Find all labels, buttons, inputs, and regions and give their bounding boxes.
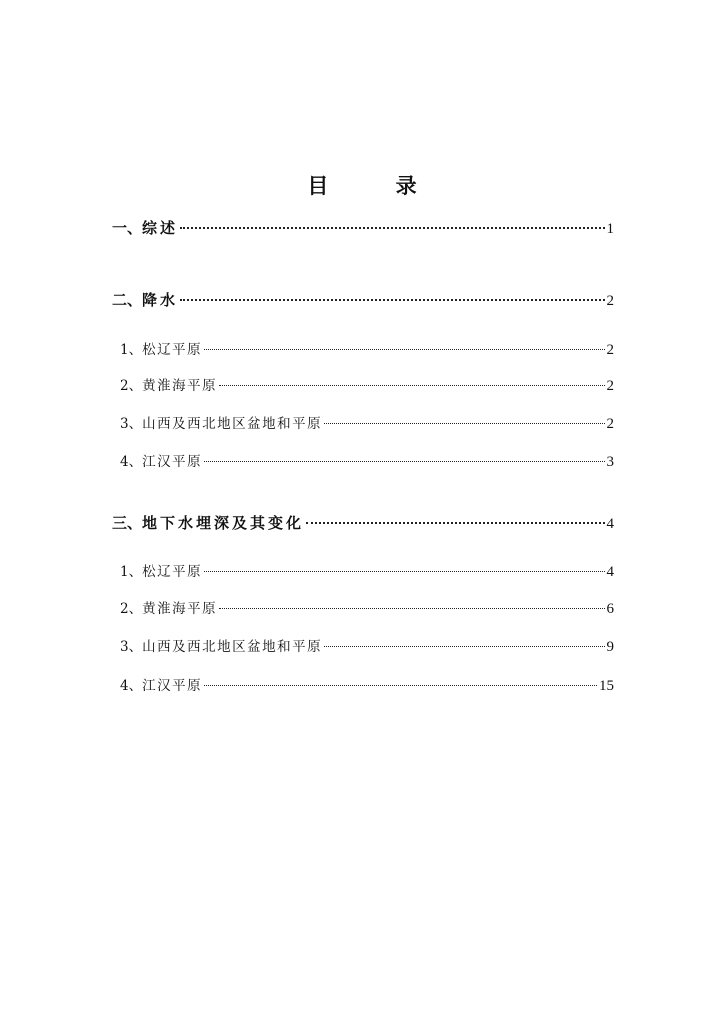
page-number: 1 bbox=[606, 221, 614, 237]
toc-entry-3-4[interactable] bbox=[120, 674, 614, 695]
toc-entry-section-2[interactable] bbox=[112, 289, 614, 310]
item-title: 松辽平原 bbox=[142, 342, 203, 358]
item-number: 2、 bbox=[120, 601, 143, 617]
toc-entry-2-3[interactable] bbox=[120, 412, 614, 433]
page-number: 2 bbox=[606, 342, 614, 358]
page-number: 9 bbox=[606, 639, 614, 655]
dot-leader bbox=[204, 571, 604, 572]
dot-leader bbox=[324, 646, 604, 647]
dot-leader bbox=[204, 349, 604, 350]
section-title: 综述 bbox=[142, 219, 179, 237]
dot-leader bbox=[180, 227, 604, 229]
dot-leader bbox=[204, 685, 597, 686]
dot-leader bbox=[324, 423, 604, 424]
item-number: 4、 bbox=[120, 454, 143, 470]
page-number: 6 bbox=[606, 601, 614, 617]
page-number: 15 bbox=[599, 678, 614, 694]
toc-entry-section-1[interactable] bbox=[112, 217, 614, 238]
toc-title: 目 录 bbox=[307, 173, 447, 198]
item-number: 1、 bbox=[120, 342, 143, 358]
toc-entry-2-2[interactable] bbox=[120, 374, 614, 395]
item-title: 山西及西北地区盆地和平原 bbox=[142, 416, 323, 432]
section-number: 二、 bbox=[112, 291, 143, 309]
item-number: 4、 bbox=[120, 678, 143, 694]
dot-leader bbox=[219, 608, 604, 609]
section-title: 地下水埋深及其变化 bbox=[142, 514, 305, 532]
page-number: 4 bbox=[606, 564, 614, 580]
item-number: 1、 bbox=[120, 564, 143, 580]
item-title: 黄淮海平原 bbox=[142, 378, 218, 394]
dot-leader bbox=[180, 299, 604, 301]
section-title: 降水 bbox=[142, 291, 179, 309]
page-number: 2 bbox=[606, 416, 614, 432]
toc-entry-2-4[interactable] bbox=[120, 450, 614, 471]
item-number: 3、 bbox=[120, 639, 143, 655]
toc-entry-3-3[interactable] bbox=[120, 635, 614, 656]
item-number: 3、 bbox=[120, 416, 143, 432]
item-title: 江汉平原 bbox=[142, 678, 203, 694]
item-number: 2、 bbox=[120, 378, 143, 394]
page-number: 4 bbox=[606, 516, 614, 532]
item-title: 山西及西北地区盆地和平原 bbox=[142, 639, 323, 655]
section-number: 三、 bbox=[112, 514, 143, 532]
toc-entry-3-1[interactable] bbox=[120, 560, 614, 581]
page-number: 2 bbox=[606, 293, 614, 309]
item-title: 江汉平原 bbox=[142, 454, 203, 470]
dot-leader bbox=[204, 461, 604, 462]
section-number: 一、 bbox=[112, 219, 143, 237]
dot-leader bbox=[306, 522, 604, 524]
toc-entry-3-2[interactable] bbox=[120, 597, 614, 618]
item-title: 松辽平原 bbox=[142, 564, 203, 580]
item-title: 黄淮海平原 bbox=[142, 601, 218, 617]
page-number: 3 bbox=[606, 454, 614, 470]
dot-leader bbox=[219, 385, 604, 386]
page-number: 2 bbox=[606, 378, 614, 394]
toc-entry-2-1[interactable] bbox=[120, 338, 614, 359]
toc-entry-section-3[interactable] bbox=[112, 512, 614, 533]
